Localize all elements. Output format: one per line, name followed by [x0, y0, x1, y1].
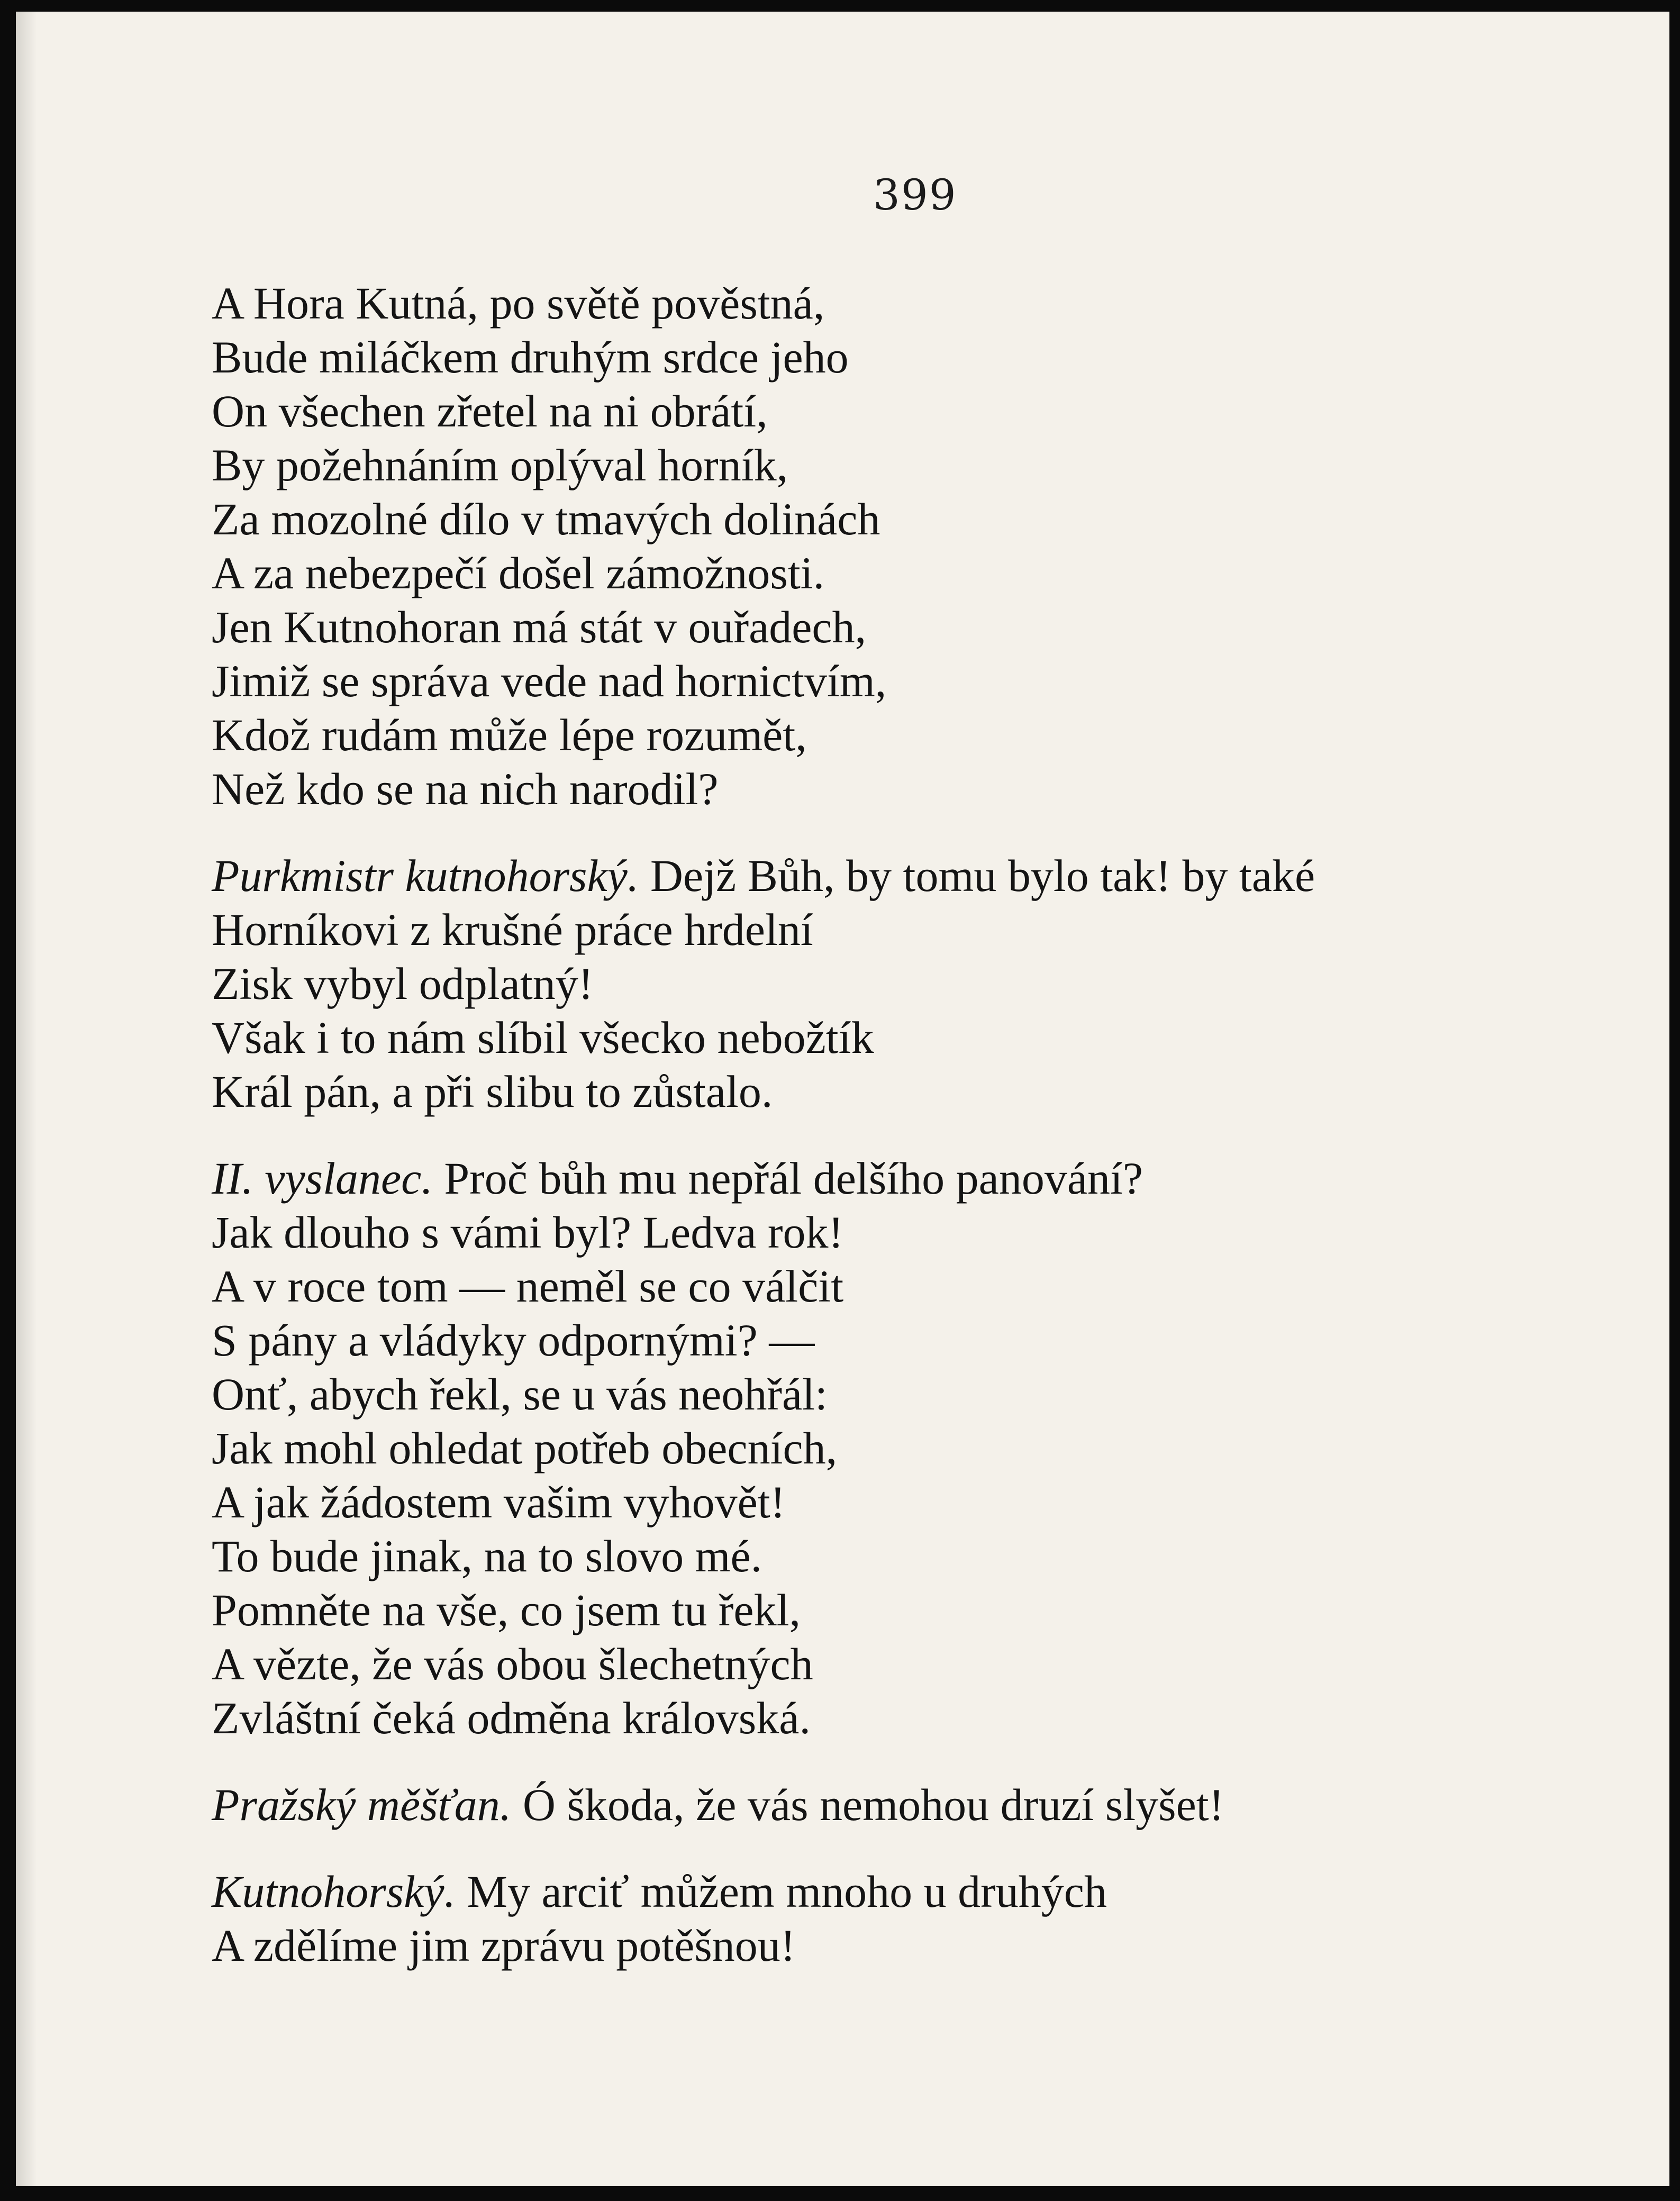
speech-text: My arciť můžem mnoho u druhých: [456, 1866, 1107, 1917]
verse-line: Kdož rudám může lépe rozumět,: [212, 710, 807, 760]
page-number: 399: [873, 170, 957, 220]
speech-text: Proč bůh mu nepřál delšího panování?: [432, 1153, 1143, 1204]
stanza-opening: [212, 276, 1587, 816]
speaker-name: Purkmistr kutnohorský.: [212, 850, 639, 901]
verse-line: A jak žádostem vašim vyhovět!: [212, 1477, 786, 1527]
verse-line: A Hora Kutná, po světě pověstná,: [212, 278, 825, 329]
speaker-name: Pražský měšťan.: [212, 1779, 512, 1830]
verse-line: On všechen zřetel na ni obrátí,: [212, 386, 768, 436]
verse-line: A za nebezpečí došel zámožnosti.: [212, 548, 825, 598]
speech-text: Ó škoda, že vás nemohou druzí slyšet!: [511, 1779, 1224, 1830]
page-spine-shadow: [16, 12, 37, 2186]
verse-line: A vězte, že vás obou šlechetných: [212, 1639, 813, 1689]
stanza-kutnohorsky: [212, 1865, 1587, 1972]
verse-line: A v roce tom — neměl se co válčit: [212, 1261, 844, 1312]
verse-line: By požehnáním oplýval horník,: [212, 440, 788, 490]
drama-text: [212, 276, 1587, 2005]
stanza-prazsky-mestan: [212, 1778, 1587, 1832]
verse-line: [212, 1865, 1587, 1918]
verse-line: Onť, abych řekl, se u vás neohřál:: [212, 1369, 828, 1420]
speaker-name: II. vyslanec.: [212, 1153, 433, 1204]
verse-line: Horníkovi z krušné práce hrdelní: [212, 904, 813, 955]
verse-line: Bude miláčkem druhým srdce jeho: [212, 332, 849, 383]
speech-text: Dejž Bůh, by tomu bylo tak! by také: [639, 850, 1315, 901]
verse-line: S pány a vládyky odpornými? —: [212, 1315, 815, 1366]
verse-line: [212, 1778, 1587, 1832]
verse-line: Pomněte na vše, co jsem tu řekl,: [212, 1585, 801, 1635]
verse-line: To bude jinak, na to slovo mé.: [212, 1531, 762, 1581]
verse-line: Jimiž se správa vede nad hornictvím,: [212, 656, 887, 706]
verse-line: [212, 849, 1587, 903]
verse-line: Než kdo se na nich narodil?: [212, 763, 719, 814]
verse-line: Jak dlouho s vámi byl? Ledva rok!: [212, 1207, 844, 1258]
verse-line: Zvláštní čeká odměna královská.: [212, 1693, 811, 1743]
verse-line: Zisk vybyl odplatný!: [212, 958, 594, 1009]
verse-line: Jak mohl ohledat potřeb obecních,: [212, 1423, 838, 1474]
verse-line: Král pán, a při slibu to zůstalo.: [212, 1066, 773, 1117]
verse-line: Jen Kutnohoran má stát v ouřadech,: [212, 602, 867, 652]
verse-line: Však i to nám slíbil všecko nebožtík: [212, 1012, 874, 1063]
verse-line: A zdělíme jim zprávu potěšnou!: [212, 1920, 796, 1971]
verse-line: [212, 1151, 1587, 1205]
stanza-vyslanec: [212, 1151, 1587, 1745]
speaker-name: Kutnohorský.: [212, 1866, 456, 1917]
verse-line: Za mozolné dílo v tmavých dolinách: [212, 494, 880, 544]
book-page: [16, 12, 1669, 2186]
stanza-purkmistr: [212, 849, 1587, 1118]
